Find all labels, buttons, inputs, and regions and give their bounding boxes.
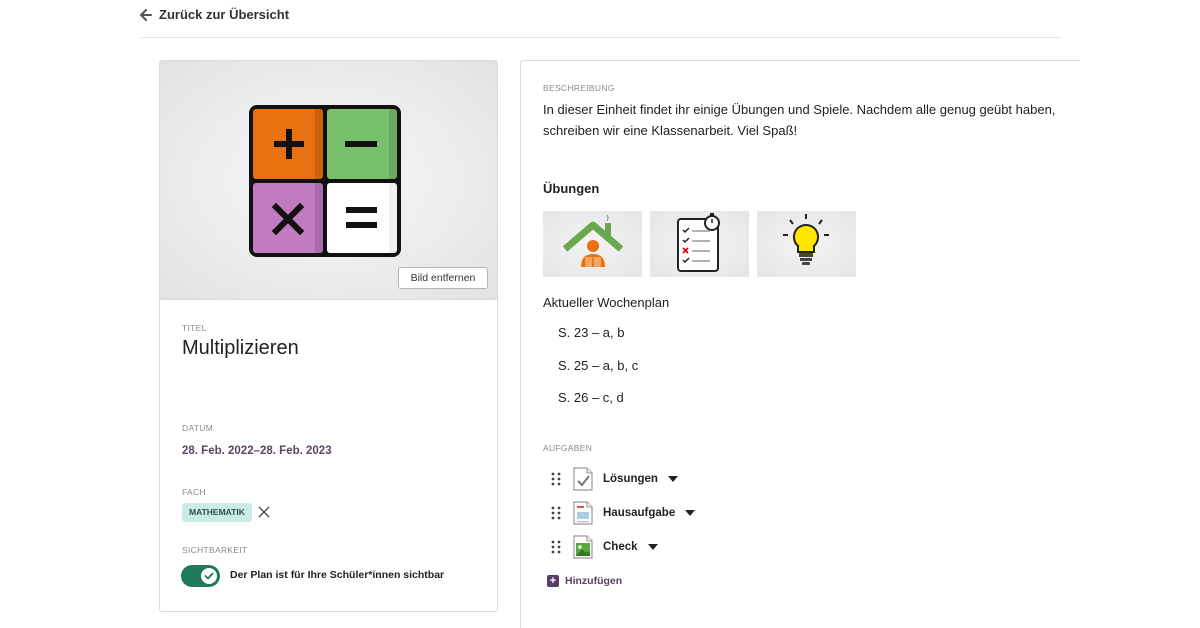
details-panel [520, 60, 1080, 628]
weekplan-item: S. 26 – c, d [558, 390, 624, 405]
drag-handle-icon[interactable] [551, 506, 561, 520]
subject-tag: MATHEMATIK [182, 503, 252, 522]
add-task-button[interactable] [547, 575, 622, 587]
task-row[interactable] [551, 534, 658, 560]
lightbulb-icon [757, 211, 856, 277]
drag-handle-icon[interactable] [551, 472, 561, 486]
checkmark-document-icon [573, 467, 593, 491]
checklist-timer-icon [650, 211, 749, 277]
subject-label: FACH [182, 487, 206, 497]
back-link-label: Zurück zur Übersicht [159, 7, 290, 22]
visibility-text: Der Plan ist für Ihre Schüler*innen sichtbar [230, 569, 445, 581]
exercise-thumbnail-1[interactable] [543, 211, 642, 277]
date-range[interactable]: 28. Feb. 2022–28. Feb. 2023 [182, 445, 332, 457]
exercise-thumbnail-3[interactable] [757, 211, 856, 277]
task-label: Check [603, 541, 638, 553]
weekplan-item: S. 23 – a, b [558, 325, 625, 340]
image-file-icon [573, 535, 593, 559]
visibility-toggle[interactable] [181, 565, 220, 587]
back-to-overview-link[interactable] [140, 7, 289, 22]
exercises-heading: Übungen [543, 181, 600, 196]
toggle-knob [201, 568, 217, 584]
description-text[interactable]: In dieser Einheit findet ihr einige Übungen und Spiele. Nachdem alle genug geübt haben, schreiben wir eine Klassenarbeit. Viel Spaß! [543, 102, 1056, 138]
checkmark-icon [204, 571, 214, 581]
caret-down-icon[interactable] [668, 475, 678, 483]
visibility-label: SICHTBARKEIT [182, 545, 248, 555]
plan-image-area [160, 61, 497, 300]
remove-image-button[interactable]: Bild entfernen [398, 267, 488, 289]
arrow-left-icon [140, 9, 152, 21]
house-reading-icon [543, 211, 642, 277]
weekplan-item: S. 25 – a, b, c [558, 358, 639, 373]
drag-handle-icon[interactable] [551, 540, 561, 554]
document-icon [573, 501, 593, 525]
weekplan-heading: Aktueller Wochenplan [543, 295, 670, 310]
plus-icon: + [547, 575, 559, 587]
description-label: BESCHREIBUNG [543, 83, 615, 93]
task-row[interactable] [551, 500, 695, 526]
plan-title[interactable]: Multiplizieren [182, 337, 299, 359]
date-label: DATUM [182, 423, 214, 433]
close-icon[interactable] [258, 506, 270, 518]
add-task-label: Hinzufügen [565, 575, 623, 587]
task-row[interactable] [551, 466, 678, 492]
calculator-operations-icon [247, 103, 403, 259]
tasks-label: AUFGABEN [543, 443, 593, 453]
title-label: TITEL [182, 323, 207, 333]
caret-down-icon[interactable] [648, 543, 658, 551]
caret-down-icon[interactable] [685, 509, 695, 517]
task-label: Lösungen [603, 473, 658, 485]
top-bar [140, 0, 1062, 38]
exercise-thumbnail-2[interactable] [650, 211, 749, 277]
plan-card [159, 60, 498, 612]
task-label: Hausaufgabe [603, 507, 676, 519]
